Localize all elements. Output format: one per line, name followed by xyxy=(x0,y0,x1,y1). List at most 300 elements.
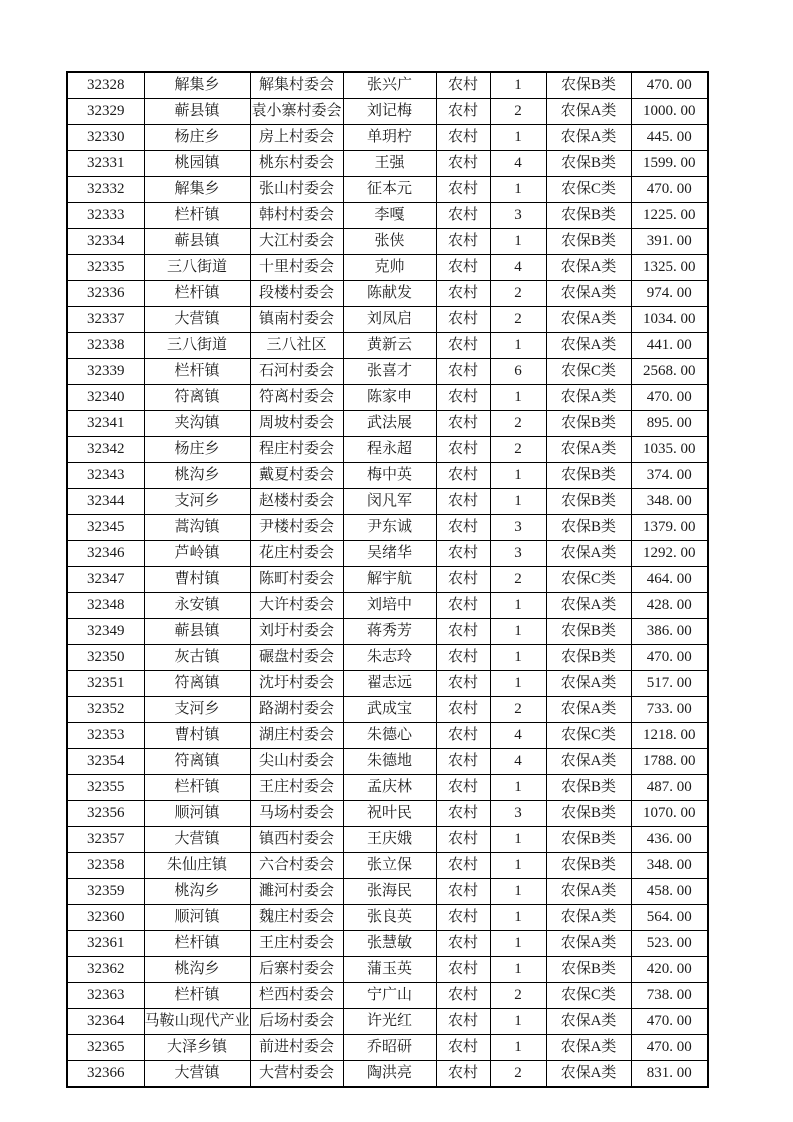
cell-area_type: 农村 xyxy=(436,515,490,541)
cell-area_type: 农村 xyxy=(436,931,490,957)
cell-insurance_category: 农保A类 xyxy=(546,879,631,905)
cell-insurance_category: 农保B类 xyxy=(546,775,631,801)
cell-person_name: 许光红 xyxy=(343,1009,436,1035)
cell-record_id: 32342 xyxy=(67,437,144,463)
cell-amount: 470. 00 xyxy=(631,1035,708,1061)
cell-person_count: 1 xyxy=(490,593,546,619)
cell-record_id: 32334 xyxy=(67,229,144,255)
cell-person_name: 张侠 xyxy=(343,229,436,255)
cell-insurance_category: 农保B类 xyxy=(546,619,631,645)
cell-record_id: 32345 xyxy=(67,515,144,541)
cell-record_id: 32361 xyxy=(67,931,144,957)
table-row xyxy=(67,593,708,619)
cell-area_type: 农村 xyxy=(436,203,490,229)
cell-township: 灰古镇 xyxy=(144,645,250,671)
cell-person_count: 4 xyxy=(490,255,546,281)
cell-village_committee: 陈町村委会 xyxy=(250,567,343,593)
cell-record_id: 32346 xyxy=(67,541,144,567)
cell-village_committee: 栏西村委会 xyxy=(250,983,343,1009)
cell-insurance_category: 农保A类 xyxy=(546,1009,631,1035)
cell-village_committee: 沈圩村委会 xyxy=(250,671,343,697)
cell-township: 顺河镇 xyxy=(144,905,250,931)
table-row xyxy=(67,281,708,307)
cell-person_name: 宁广山 xyxy=(343,983,436,1009)
table-row xyxy=(67,931,708,957)
cell-area_type: 农村 xyxy=(436,879,490,905)
cell-amount: 1035. 00 xyxy=(631,437,708,463)
cell-person_count: 2 xyxy=(490,437,546,463)
cell-amount: 470. 00 xyxy=(631,72,708,99)
table-row xyxy=(67,853,708,879)
cell-township: 曹村镇 xyxy=(144,723,250,749)
cell-amount: 391. 00 xyxy=(631,229,708,255)
cell-amount: 564. 00 xyxy=(631,905,708,931)
cell-township: 栏杆镇 xyxy=(144,775,250,801)
cell-village_committee: 大江村委会 xyxy=(250,229,343,255)
cell-person_name: 蒋秀芳 xyxy=(343,619,436,645)
cell-township: 蕲县镇 xyxy=(144,99,250,125)
cell-record_id: 32332 xyxy=(67,177,144,203)
cell-person_count: 2 xyxy=(490,411,546,437)
table-row xyxy=(67,385,708,411)
cell-insurance_category: 农保A类 xyxy=(546,307,631,333)
cell-village_committee: 魏庄村委会 xyxy=(250,905,343,931)
cell-township: 桃沟乡 xyxy=(144,957,250,983)
cell-person_name: 武成宝 xyxy=(343,697,436,723)
cell-insurance_category: 农保B类 xyxy=(546,489,631,515)
table-row xyxy=(67,541,708,567)
cell-person_count: 2 xyxy=(490,697,546,723)
cell-area_type: 农村 xyxy=(436,125,490,151)
cell-person_count: 1 xyxy=(490,489,546,515)
cell-person_name: 克帅 xyxy=(343,255,436,281)
cell-person_name: 陈献发 xyxy=(343,281,436,307)
cell-area_type: 农村 xyxy=(436,1061,490,1088)
cell-township: 支河乡 xyxy=(144,489,250,515)
cell-person_name: 王强 xyxy=(343,151,436,177)
cell-area_type: 农村 xyxy=(436,541,490,567)
cell-township: 蕲县镇 xyxy=(144,229,250,255)
cell-amount: 831. 00 xyxy=(631,1061,708,1088)
cell-area_type: 农村 xyxy=(436,749,490,775)
cell-amount: 517. 00 xyxy=(631,671,708,697)
cell-area_type: 农村 xyxy=(436,645,490,671)
cell-area_type: 农村 xyxy=(436,489,490,515)
cell-insurance_category: 农保A类 xyxy=(546,671,631,697)
cell-person_name: 朱志玲 xyxy=(343,645,436,671)
cell-person_name: 陈家申 xyxy=(343,385,436,411)
cell-person_count: 2 xyxy=(490,99,546,125)
cell-village_committee: 十里村委会 xyxy=(250,255,343,281)
cell-amount: 2568. 00 xyxy=(631,359,708,385)
cell-township: 芦岭镇 xyxy=(144,541,250,567)
cell-township: 马鞍山现代产业 xyxy=(144,1009,250,1035)
cell-person_name: 刘凤启 xyxy=(343,307,436,333)
cell-record_id: 32339 xyxy=(67,359,144,385)
cell-area_type: 农村 xyxy=(436,697,490,723)
cell-insurance_category: 农保A类 xyxy=(546,697,631,723)
cell-village_committee: 大营村委会 xyxy=(250,1061,343,1088)
cell-township: 解集乡 xyxy=(144,177,250,203)
table-row xyxy=(67,983,708,1009)
cell-village_committee: 湖庄村委会 xyxy=(250,723,343,749)
cell-township: 大营镇 xyxy=(144,307,250,333)
cell-village_committee: 程庄村委会 xyxy=(250,437,343,463)
cell-person_count: 1 xyxy=(490,775,546,801)
cell-amount: 1379. 00 xyxy=(631,515,708,541)
cell-person_name: 朱德地 xyxy=(343,749,436,775)
table-row xyxy=(67,619,708,645)
cell-township: 桃沟乡 xyxy=(144,879,250,905)
cell-village_committee: 濉河村委会 xyxy=(250,879,343,905)
cell-village_committee: 桃东村委会 xyxy=(250,151,343,177)
cell-area_type: 农村 xyxy=(436,99,490,125)
cell-insurance_category: 农保A类 xyxy=(546,593,631,619)
cell-person_name: 李嘎 xyxy=(343,203,436,229)
table-row xyxy=(67,125,708,151)
cell-village_committee: 尹楼村委会 xyxy=(250,515,343,541)
cell-amount: 523. 00 xyxy=(631,931,708,957)
cell-record_id: 32366 xyxy=(67,1061,144,1088)
cell-amount: 895. 00 xyxy=(631,411,708,437)
cell-township: 大泽乡镇 xyxy=(144,1035,250,1061)
table-row xyxy=(67,827,708,853)
cell-record_id: 32358 xyxy=(67,853,144,879)
table-row xyxy=(67,333,708,359)
cell-village_committee: 镇南村委会 xyxy=(250,307,343,333)
cell-township: 大营镇 xyxy=(144,827,250,853)
cell-person_name: 张立保 xyxy=(343,853,436,879)
cell-person_count: 1 xyxy=(490,957,546,983)
cell-person_count: 1 xyxy=(490,853,546,879)
cell-amount: 436. 00 xyxy=(631,827,708,853)
cell-insurance_category: 农保A类 xyxy=(546,99,631,125)
cell-township: 符离镇 xyxy=(144,749,250,775)
cell-record_id: 32336 xyxy=(67,281,144,307)
cell-township: 解集乡 xyxy=(144,72,250,99)
cell-village_committee: 张山村委会 xyxy=(250,177,343,203)
cell-area_type: 农村 xyxy=(436,437,490,463)
cell-person_name: 单玥柠 xyxy=(343,125,436,151)
table-row xyxy=(67,463,708,489)
table-row xyxy=(67,723,708,749)
cell-record_id: 32362 xyxy=(67,957,144,983)
cell-village_committee: 段楼村委会 xyxy=(250,281,343,307)
cell-village_committee: 赵楼村委会 xyxy=(250,489,343,515)
cell-village_committee: 符离村委会 xyxy=(250,385,343,411)
cell-insurance_category: 农保A类 xyxy=(546,125,631,151)
cell-insurance_category: 农保B类 xyxy=(546,151,631,177)
cell-record_id: 32341 xyxy=(67,411,144,437)
cell-insurance_category: 农保A类 xyxy=(546,385,631,411)
table-row xyxy=(67,307,708,333)
cell-record_id: 32356 xyxy=(67,801,144,827)
cell-village_committee: 王庄村委会 xyxy=(250,775,343,801)
cell-township: 符离镇 xyxy=(144,671,250,697)
cell-person_count: 1 xyxy=(490,827,546,853)
cell-area_type: 农村 xyxy=(436,359,490,385)
cell-person_name: 解宇航 xyxy=(343,567,436,593)
table-row xyxy=(67,229,708,255)
cell-amount: 470. 00 xyxy=(631,177,708,203)
cell-person_name: 刘记梅 xyxy=(343,99,436,125)
cell-record_id: 32344 xyxy=(67,489,144,515)
table-row xyxy=(67,177,708,203)
cell-record_id: 32350 xyxy=(67,645,144,671)
cell-village_committee: 戴夏村委会 xyxy=(250,463,343,489)
cell-person_name: 程永超 xyxy=(343,437,436,463)
table-row xyxy=(67,1009,708,1035)
cell-person_count: 1 xyxy=(490,1035,546,1061)
cell-area_type: 农村 xyxy=(436,333,490,359)
cell-township: 蕲县镇 xyxy=(144,619,250,645)
cell-township: 三八街道 xyxy=(144,333,250,359)
cell-person_count: 1 xyxy=(490,905,546,931)
cell-township: 蒿沟镇 xyxy=(144,515,250,541)
cell-insurance_category: 农保B类 xyxy=(546,853,631,879)
cell-person_count: 3 xyxy=(490,801,546,827)
cell-record_id: 32357 xyxy=(67,827,144,853)
cell-area_type: 农村 xyxy=(436,957,490,983)
cell-person_count: 6 xyxy=(490,359,546,385)
cell-amount: 420. 00 xyxy=(631,957,708,983)
cell-person_name: 张慧敏 xyxy=(343,931,436,957)
cell-amount: 1325. 00 xyxy=(631,255,708,281)
cell-area_type: 农村 xyxy=(436,827,490,853)
table-row xyxy=(67,255,708,281)
cell-person_count: 1 xyxy=(490,177,546,203)
table-row xyxy=(67,1061,708,1088)
cell-record_id: 32364 xyxy=(67,1009,144,1035)
cell-area_type: 农村 xyxy=(436,229,490,255)
cell-township: 栏杆镇 xyxy=(144,203,250,229)
insurance-payment-table xyxy=(66,71,709,1088)
cell-person_count: 1 xyxy=(490,125,546,151)
cell-person_count: 4 xyxy=(490,749,546,775)
cell-amount: 1788. 00 xyxy=(631,749,708,775)
cell-person_count: 1 xyxy=(490,645,546,671)
cell-area_type: 农村 xyxy=(436,281,490,307)
cell-area_type: 农村 xyxy=(436,801,490,827)
cell-amount: 458. 00 xyxy=(631,879,708,905)
cell-insurance_category: 农保C类 xyxy=(546,567,631,593)
table-row xyxy=(67,359,708,385)
cell-insurance_category: 农保A类 xyxy=(546,541,631,567)
table-row xyxy=(67,697,708,723)
cell-record_id: 32348 xyxy=(67,593,144,619)
table-row xyxy=(67,645,708,671)
cell-area_type: 农村 xyxy=(436,1009,490,1035)
cell-record_id: 32365 xyxy=(67,1035,144,1061)
cell-insurance_category: 农保A类 xyxy=(546,1061,631,1088)
cell-record_id: 32352 xyxy=(67,697,144,723)
table-body xyxy=(67,72,708,1087)
cell-record_id: 32349 xyxy=(67,619,144,645)
cell-insurance_category: 农保B类 xyxy=(546,72,631,99)
cell-village_committee: 后场村委会 xyxy=(250,1009,343,1035)
cell-insurance_category: 农保A类 xyxy=(546,931,631,957)
cell-person_name: 张喜才 xyxy=(343,359,436,385)
cell-village_committee: 碾盘村委会 xyxy=(250,645,343,671)
cell-village_committee: 花庄村委会 xyxy=(250,541,343,567)
cell-township: 栏杆镇 xyxy=(144,281,250,307)
cell-village_committee: 刘圩村委会 xyxy=(250,619,343,645)
cell-township: 桃沟乡 xyxy=(144,463,250,489)
table-row xyxy=(67,437,708,463)
cell-amount: 445. 00 xyxy=(631,125,708,151)
cell-village_committee: 大许村委会 xyxy=(250,593,343,619)
cell-area_type: 农村 xyxy=(436,619,490,645)
cell-amount: 470. 00 xyxy=(631,385,708,411)
cell-record_id: 32351 xyxy=(67,671,144,697)
cell-amount: 487. 00 xyxy=(631,775,708,801)
cell-person_name: 张海民 xyxy=(343,879,436,905)
cell-person_count: 4 xyxy=(490,723,546,749)
table-row xyxy=(67,775,708,801)
cell-person_name: 乔昭研 xyxy=(343,1035,436,1061)
cell-person_name: 吴绪华 xyxy=(343,541,436,567)
cell-person_count: 1 xyxy=(490,333,546,359)
cell-village_committee: 六合村委会 xyxy=(250,853,343,879)
cell-person_count: 4 xyxy=(490,151,546,177)
cell-township: 杨庄乡 xyxy=(144,125,250,151)
cell-record_id: 32337 xyxy=(67,307,144,333)
cell-township: 曹村镇 xyxy=(144,567,250,593)
cell-person_name: 王庆娥 xyxy=(343,827,436,853)
cell-village_committee: 马场村委会 xyxy=(250,801,343,827)
cell-person_count: 2 xyxy=(490,983,546,1009)
cell-person_name: 尹东诚 xyxy=(343,515,436,541)
table-row xyxy=(67,671,708,697)
cell-area_type: 农村 xyxy=(436,151,490,177)
cell-amount: 1218. 00 xyxy=(631,723,708,749)
table-row xyxy=(67,905,708,931)
cell-amount: 348. 00 xyxy=(631,489,708,515)
table-row xyxy=(67,879,708,905)
cell-insurance_category: 农保B类 xyxy=(546,515,631,541)
cell-person_name: 张良英 xyxy=(343,905,436,931)
cell-amount: 1292. 00 xyxy=(631,541,708,567)
cell-village_committee: 后寨村委会 xyxy=(250,957,343,983)
cell-record_id: 32329 xyxy=(67,99,144,125)
cell-township: 大营镇 xyxy=(144,1061,250,1088)
cell-record_id: 32338 xyxy=(67,333,144,359)
cell-person_name: 朱德心 xyxy=(343,723,436,749)
cell-amount: 738. 00 xyxy=(631,983,708,1009)
cell-record_id: 32360 xyxy=(67,905,144,931)
cell-area_type: 农村 xyxy=(436,177,490,203)
cell-person_name: 征本元 xyxy=(343,177,436,203)
cell-area_type: 农村 xyxy=(436,671,490,697)
cell-village_committee: 镇西村委会 xyxy=(250,827,343,853)
cell-area_type: 农村 xyxy=(436,723,490,749)
cell-person_count: 1 xyxy=(490,671,546,697)
cell-insurance_category: 农保C类 xyxy=(546,983,631,1009)
cell-amount: 1034. 00 xyxy=(631,307,708,333)
cell-amount: 1599. 00 xyxy=(631,151,708,177)
cell-area_type: 农村 xyxy=(436,593,490,619)
cell-record_id: 32355 xyxy=(67,775,144,801)
cell-village_committee: 房上村委会 xyxy=(250,125,343,151)
cell-record_id: 32330 xyxy=(67,125,144,151)
cell-amount: 470. 00 xyxy=(631,645,708,671)
cell-township: 桃园镇 xyxy=(144,151,250,177)
cell-area_type: 农村 xyxy=(436,983,490,1009)
cell-village_committee: 袁小寨村委会 xyxy=(250,99,343,125)
cell-person_name: 祝叶民 xyxy=(343,801,436,827)
cell-record_id: 32333 xyxy=(67,203,144,229)
cell-insurance_category: 农保A类 xyxy=(546,281,631,307)
cell-insurance_category: 农保B类 xyxy=(546,957,631,983)
cell-area_type: 农村 xyxy=(436,853,490,879)
cell-person_count: 2 xyxy=(490,567,546,593)
cell-area_type: 农村 xyxy=(436,905,490,931)
cell-village_committee: 解集村委会 xyxy=(250,72,343,99)
cell-person_name: 蒲玉英 xyxy=(343,957,436,983)
cell-township: 顺河镇 xyxy=(144,801,250,827)
cell-village_committee: 三八社区 xyxy=(250,333,343,359)
cell-person_name: 闵凡军 xyxy=(343,489,436,515)
table-row xyxy=(67,72,708,99)
cell-person_name: 孟庆林 xyxy=(343,775,436,801)
cell-person_count: 1 xyxy=(490,879,546,905)
cell-village_committee: 王庄村委会 xyxy=(250,931,343,957)
cell-township: 支河乡 xyxy=(144,697,250,723)
cell-insurance_category: 农保B类 xyxy=(546,827,631,853)
cell-amount: 733. 00 xyxy=(631,697,708,723)
cell-amount: 1225. 00 xyxy=(631,203,708,229)
table-row xyxy=(67,151,708,177)
cell-township: 栏杆镇 xyxy=(144,931,250,957)
cell-township: 杨庄乡 xyxy=(144,437,250,463)
cell-person_name: 翟志远 xyxy=(343,671,436,697)
cell-person_name: 梅中英 xyxy=(343,463,436,489)
cell-record_id: 32331 xyxy=(67,151,144,177)
cell-person_name: 武法展 xyxy=(343,411,436,437)
cell-amount: 1070. 00 xyxy=(631,801,708,827)
cell-insurance_category: 农保A类 xyxy=(546,1035,631,1061)
table-row xyxy=(67,957,708,983)
cell-village_committee: 前进村委会 xyxy=(250,1035,343,1061)
cell-amount: 1000. 00 xyxy=(631,99,708,125)
cell-township: 朱仙庄镇 xyxy=(144,853,250,879)
cell-amount: 386. 00 xyxy=(631,619,708,645)
cell-village_committee: 尖山村委会 xyxy=(250,749,343,775)
cell-person_count: 2 xyxy=(490,1061,546,1088)
cell-insurance_category: 农保C类 xyxy=(546,359,631,385)
table-row xyxy=(67,1035,708,1061)
cell-record_id: 32328 xyxy=(67,72,144,99)
cell-record_id: 32354 xyxy=(67,749,144,775)
cell-insurance_category: 农保B类 xyxy=(546,463,631,489)
cell-record_id: 32363 xyxy=(67,983,144,1009)
cell-record_id: 32347 xyxy=(67,567,144,593)
cell-township: 栏杆镇 xyxy=(144,359,250,385)
cell-record_id: 32340 xyxy=(67,385,144,411)
table-row xyxy=(67,411,708,437)
cell-area_type: 农村 xyxy=(436,411,490,437)
cell-area_type: 农村 xyxy=(436,1035,490,1061)
cell-person_count: 3 xyxy=(490,541,546,567)
cell-amount: 428. 00 xyxy=(631,593,708,619)
cell-person_name: 陶洪亮 xyxy=(343,1061,436,1088)
cell-person_count: 3 xyxy=(490,203,546,229)
cell-village_committee: 路湖村委会 xyxy=(250,697,343,723)
cell-village_committee: 韩村村委会 xyxy=(250,203,343,229)
cell-township: 符离镇 xyxy=(144,385,250,411)
table-row xyxy=(67,203,708,229)
cell-township: 永安镇 xyxy=(144,593,250,619)
